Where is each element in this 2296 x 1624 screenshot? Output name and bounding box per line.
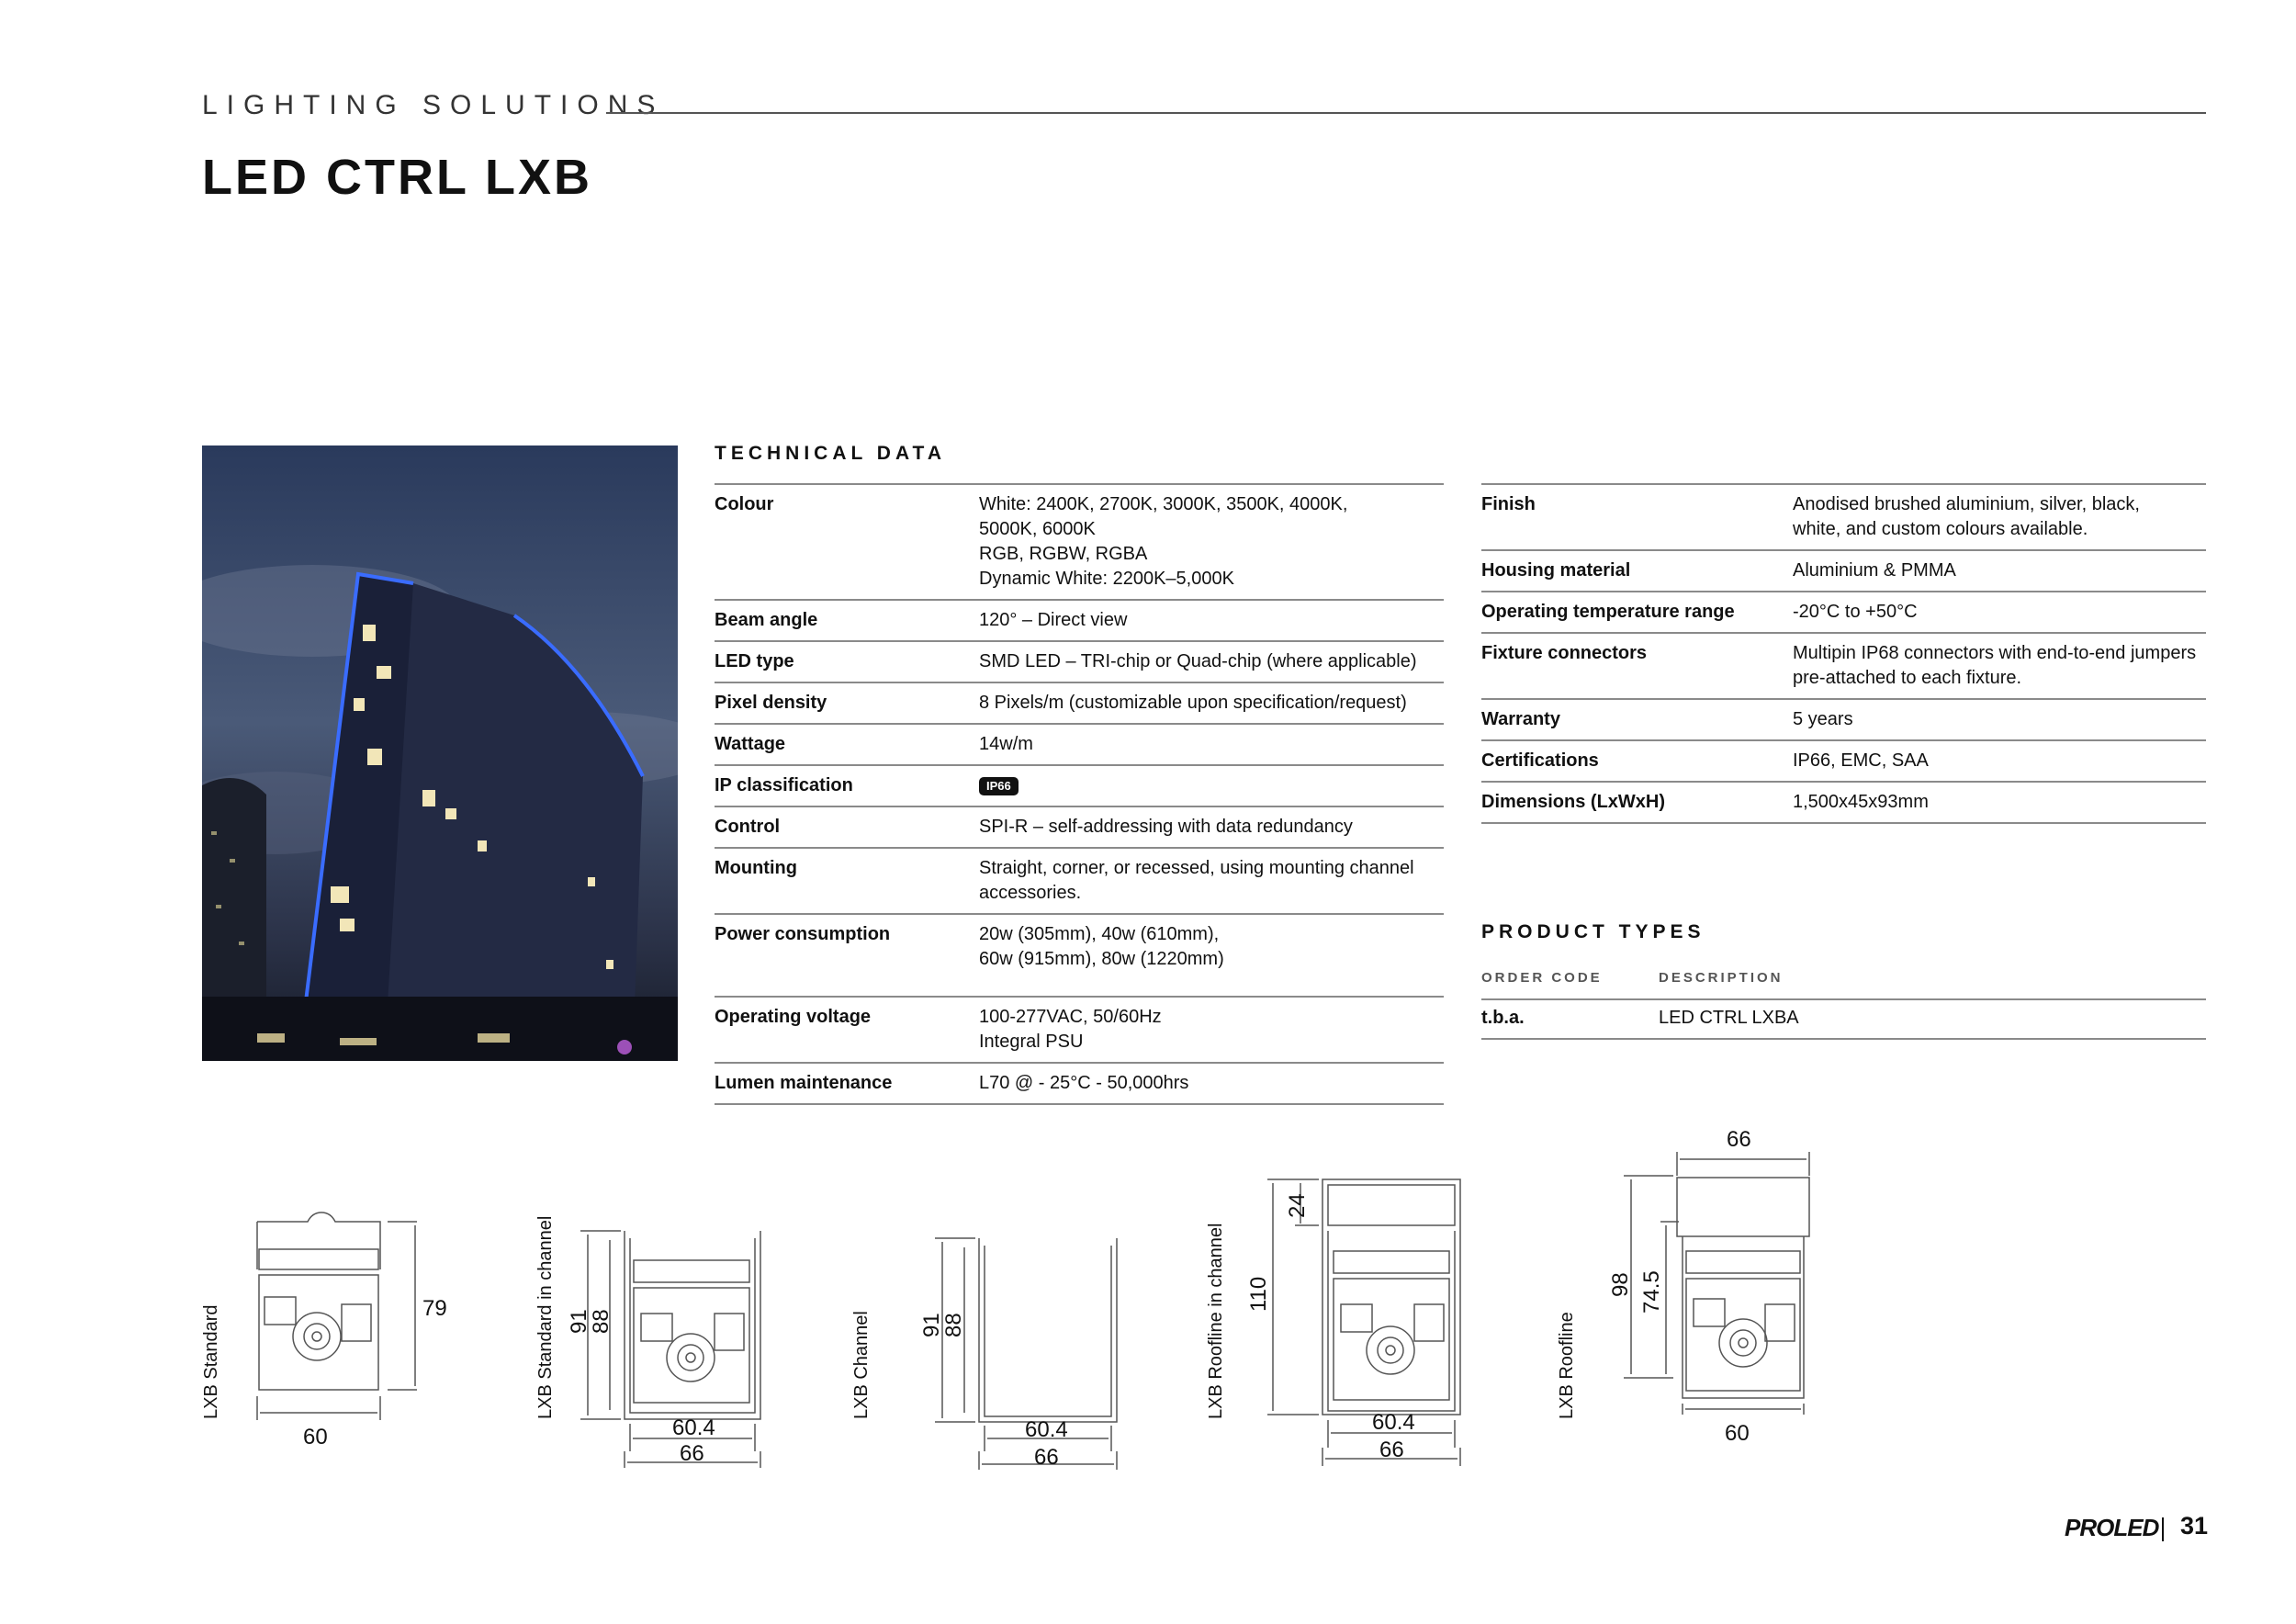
brand-logo: PROLED [2065,1514,2159,1541]
dimension-width: 60 [303,1425,328,1449]
dimension-top-height: 24 [1285,1193,1310,1218]
spec-row-operating-temperature [1481,592,2206,633]
product-types-divider [1481,998,2206,1000]
spec-value: 100-277VAC, 50/60Hz Integral PSU [979,997,1444,1063]
dimension-width: 60 [1725,1421,1750,1446]
spec-label: LED type [715,641,979,682]
technical-data-heading: TECHNICAL DATA [715,443,946,464]
spec-label: Fixture connectors [1481,633,1793,699]
spec-row-dimensions [1481,782,2206,823]
dimension-width-inner: 60.4 [1025,1417,1068,1442]
spec-value: Multipin IP68 connectors with end-to-end jumpers pre-attached to each fixture. [1793,633,2206,699]
spec-value: 1,500x45x93mm [1793,782,2206,823]
dimension-height: 110 [1246,1276,1271,1312]
spec-row-wattage [715,724,1444,765]
spec-label: Colour [715,484,979,600]
spec-row-ip-classification [715,765,1444,806]
dimension-height-outer: 91 [919,1313,944,1337]
section-kicker: LIGHTING SOLUTIONS [202,90,665,120]
drawing-label: LXB Standard [201,1304,221,1419]
spec-value: IP66, EMC, SAA [1793,740,2206,782]
spec-label: Warranty [1481,699,1793,740]
dimension-width-outer: 66 [1034,1445,1059,1470]
spec-row-operating-voltage [715,997,1444,1063]
spec-label: Power consumption [715,914,979,997]
header-divider [606,112,2206,114]
drawing-lxb-roofline [1557,1127,1809,1446]
dimension-height-inner: 88 [941,1313,966,1337]
footer-divider [2162,1517,2164,1541]
dimension-height: 79 [422,1296,447,1321]
drawing-label: LXB Standard in channel [535,1215,556,1419]
dimension-width-inner: 60.4 [1372,1410,1415,1435]
spec-label: Pixel density [715,682,979,724]
spec-label: Operating voltage [715,997,979,1063]
spec-value: L70 @ - 25°C - 50,000hrs [979,1063,1444,1104]
spec-row-control [715,806,1444,848]
drawing-lxb-standard-in-channel [535,1216,760,1468]
page-number: 31 [2180,1512,2209,1539]
spec-value: 20w (305mm), 40w (610mm), 60w (915mm), 80w (1220mm) [979,914,1444,997]
spec-value: Straight, corner, or recessed, using mounting channel accessories. [979,848,1444,914]
product-description: LED CTRL LXBA [1659,1008,1799,1028]
dimension-top-width: 66 [1727,1127,1751,1152]
dimension-height-inner: 74.5 [1639,1270,1664,1314]
spec-label: Wattage [715,724,979,765]
spec-row-led-type [715,641,1444,682]
building-night-photo [202,445,678,1061]
spec-row-mounting [715,848,1444,914]
drawing-label: LXB Roofline [1557,1312,1577,1419]
spec-label: Control [715,806,979,848]
ip66-badge: IP66 [979,777,1019,795]
spec-value: -20°C to +50°C [1793,592,2206,633]
spec-label: Finish [1481,484,1793,550]
dimension-width-outer: 66 [1379,1438,1404,1462]
spec-label: Dimensions (LxWxH) [1481,782,1793,823]
spec-row-finish [1481,484,2206,550]
dimension-height-inner: 88 [589,1309,613,1334]
spec-row-housing-material [1481,550,2206,592]
dimension-height-outer: 91 [567,1309,591,1334]
drawing-lxb-roofline-in-channel [1206,1179,1460,1466]
description-column-header: DESCRIPTION [1659,970,1784,986]
page-title: LED CTRL LXB [202,150,592,205]
spec-label: IP classification [715,765,979,806]
spec-label: Mounting [715,848,979,914]
spec-row-colour [715,484,1444,600]
drawing-lxb-standard [201,1212,447,1449]
spec-row-beam-angle [715,600,1444,641]
dimension-height-outer: 98 [1608,1272,1633,1297]
spec-row-pixel-density [715,682,1444,724]
spec-value: Aluminium & PMMA [1793,550,2206,592]
spec-row-lumen-maintenance [715,1063,1444,1104]
spec-row-certifications [1481,740,2206,782]
product-types-divider [1481,1038,2206,1040]
spec-row-warranty [1481,699,2206,740]
drawing-label: LXB Roofline in channel [1206,1223,1226,1419]
spec-value [979,765,1444,806]
spec-value: SPI-R – self-addressing with data redundancy [979,806,1444,848]
order-code-column-header: ORDER CODE [1481,970,1603,986]
spec-value: White: 2400K, 2700K, 3000K, 3500K, 4000K, 5000K, 6000K RGB, RGBW, RGBA Dynamic White: 2200K–5,000K [979,484,1444,600]
spec-value: 120° – Direct view [979,600,1444,641]
product-order-code: t.b.a. [1481,1008,1525,1028]
dimension-width-outer: 66 [680,1441,704,1466]
spec-label: Beam angle [715,600,979,641]
spec-value: 5 years [1793,699,2206,740]
spec-label: Housing material [1481,550,1793,592]
technical-data-table-left [715,483,1444,1105]
spec-value: Anodised brushed aluminium, silver, black, white, and custom colours available. [1793,484,2206,550]
spec-label: Operating temperature range [1481,592,1793,633]
drawing-lxb-channel [851,1238,1117,1470]
product-types-heading: PRODUCT TYPES [1481,921,1705,942]
technical-drawings [0,1102,2296,1506]
spec-label: Lumen maintenance [715,1063,979,1104]
spec-row-fixture-connectors [1481,633,2206,699]
drawing-label: LXB Channel [851,1311,872,1419]
spec-value: SMD LED – TRI-chip or Quad-chip (where applicable) [979,641,1444,682]
spec-value: 8 Pixels/m (customizable upon specification/request) [979,682,1444,724]
spec-label: Certifications [1481,740,1793,782]
dimension-width-inner: 60.4 [672,1415,715,1440]
spec-row-power-consumption [715,914,1444,997]
technical-data-table-right [1481,483,2206,824]
spec-value: 14w/m [979,724,1444,765]
